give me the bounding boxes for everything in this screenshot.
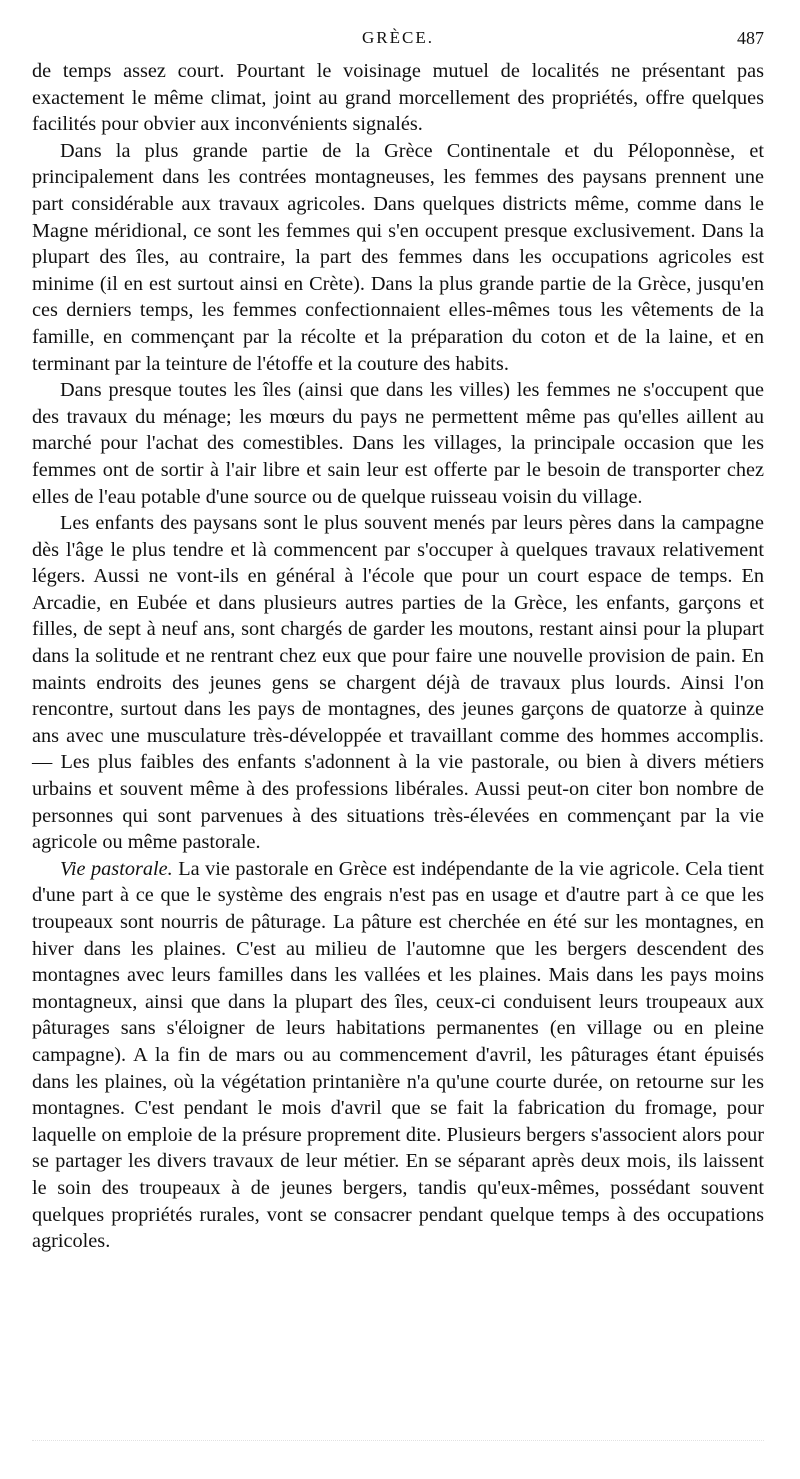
paragraph: Dans la plus grande partie de la Grèce Continentale et du Péloponnèse, et principalement dans les contrées montagneuses, les femmes des paysans prennent une part considérable aux travaux agricoles. Dans quelques districts même, comme dans le Magne méridional, ce sont les femmes qui s'en occupent presque exclusivement. Dans la plupart des îles, au contraire, la part des femmes dans les occupations agricoles est minime (il en est surtout ainsi en Crète). Dans la plus grande partie de la Grèce, jusqu'en ces derniers temps, les femmes confectionnaient elles-mêmes tous les vêtements de la famille, en commençant par la récolte et la préparation du coton et de la laine, et en terminant par la teinture de l'étoffe et la couture des habits. [32, 139, 764, 375]
page-number: 487 [737, 28, 764, 48]
running-head: GRÈCE. [362, 28, 434, 47]
page-header [32, 28, 764, 58]
body-text [32, 58, 764, 1255]
paragraph: Dans presque toutes les îles (ainsi que dans les villes) les femmes ne s'occupent que des travaux du ménage; les mœurs du pays ne permettent même pas qu'elles aillent au marché pour l'achat des comestibles. Dans les villages, la principale occasion que les femmes ont de sortir à l'air libre et sain leur est offerte par le besoin de transporter chez elles de l'eau potable d'une source ou de quelque ruisseau voisin du village. [32, 379, 764, 508]
section-lead-in: Vie pastorale. [60, 857, 173, 880]
bottom-margin-specks [32, 1440, 764, 1447]
paragraph-text: La vie pastorale en Grèce est indépendante de la vie agricole. Cela tient d'une part à ce que le système des engrais n'est pas en usage et d'autre part à ce que les troupeaux sont nourris de pâturage. La pâture est cherchée en été sur les montagnes, en hiver dans les plaines. C'est au milieu de l'automne que les bergers descendent des montagnes avec leurs familles dans les vallées et les plaines. Mais dans les pays moins montagneux, ainsi que dans la plupart des îles, ceux-ci conduisent leurs troupeaux aux pâturages sans s'éloigner de leurs habitations permanentes (en village ou en pleine campagne). A la fin de mars ou au commencement d'avril, les pâturages étant épuisés dans les plaines, où la végétation printanière n'a qu'une courte durée, on retourne sur les montagnes. C'est pendant le mois d'avril que se fait la fabrication du fromage, pour laquelle on emploie de la présure proprement dite. Plusieurs bergers s'associent alors pour se partager les divers travaux de leur métier. En se séparant après deux mois, ils laissent le soin des troupeaux à de jeunes bergers, tandis qu'eux-mêmes, possédant souvent quelques propriétés rurales, vont se consacrer pendant quelque temps à des occupations agricoles. [32, 857, 764, 1253]
paragraph: Les enfants des paysans sont le plus souvent menés par leurs pères dans la campagne dès l'âge le plus tendre et là commencent par s'occuper à quelques travaux relativement légers. Aussi ne vont-ils en général à l'école que pour un court espace de temps. En Arcadie, en Eubée et dans plusieurs autres parties de la Grèce, les enfants, garçons et filles, de sept à neuf ans, sont chargés de garder les moutons, restant ainsi pour la plupart dans la solitude et ne rentrant chez eux que pour faire une nouvelle provision de pain. En maints endroits des jeunes gens se chargent déjà de travaux plus lourds. Ainsi l'on rencontre, surtout dans les pays de montagnes, des jeunes garçons de quatorze à quinze ans avec une musculature très-développée et travaillant comme des hommes accomplis. — Les plus faibles des enfants s'adonnent à la vie pastorale, ou bien à divers métiers urbains et souvent même à des professions libérales. Aussi peut-on citer bon nombre de personnes qui sont parvenues à des situations très-élevées en commençant par la vie agricole ou même pastorale. [32, 512, 764, 854]
paragraph-vie-pastorale [32, 856, 764, 1255]
paragraph: de temps assez court. Pourtant le voisinage mutuel de localités ne présentant pas exactement le même climat, joint au grand morcellement des propriétés, offre quelques facilités pour obvier aux inconvénients signalés. [32, 60, 764, 136]
